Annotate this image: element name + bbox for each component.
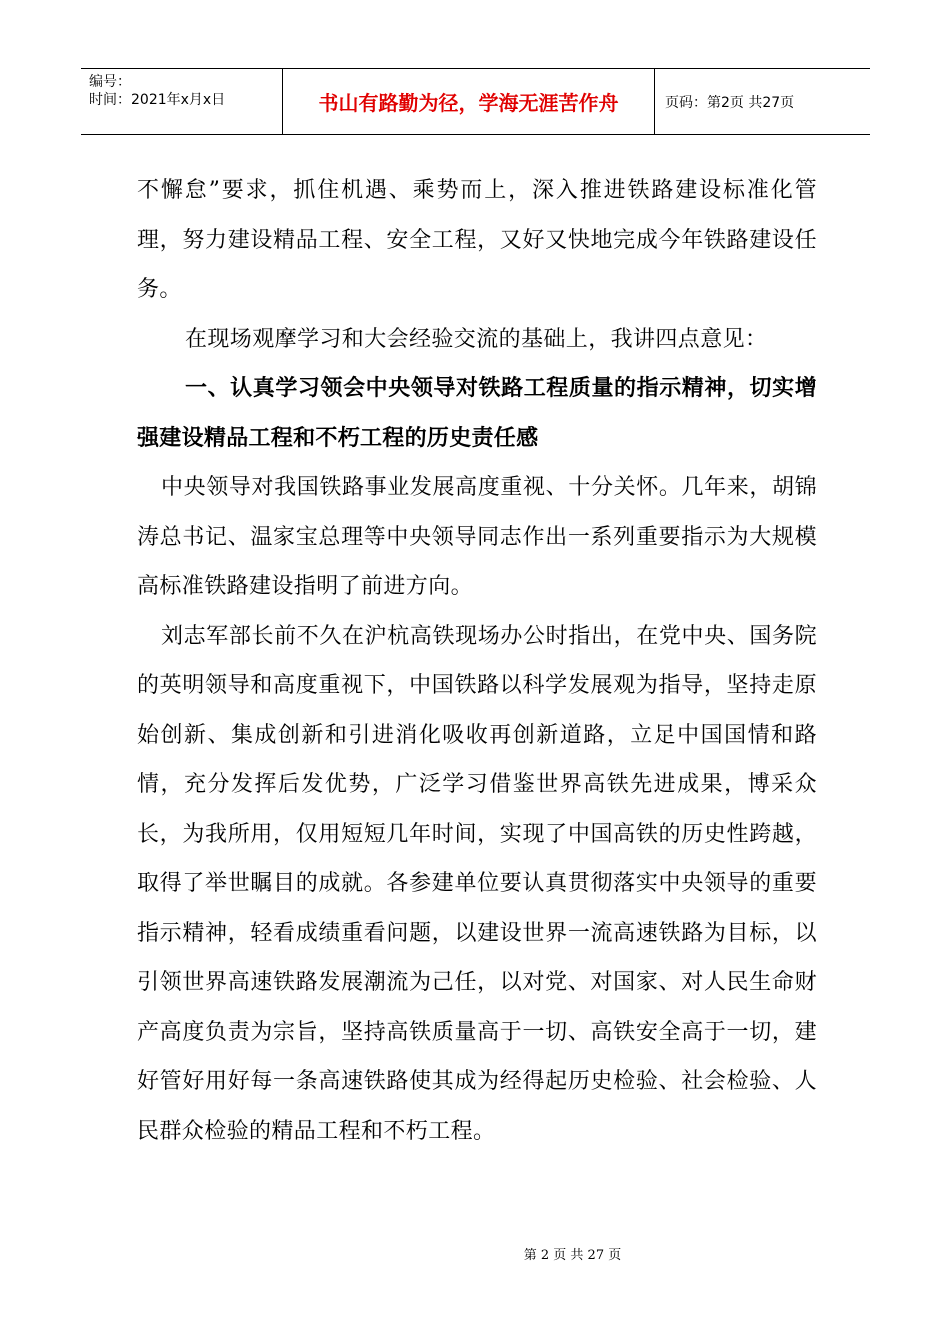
header-page-info: 页码：第2页 共27页 [665,94,795,111]
section-heading-1: 一、认真学习领会中央领导对铁路工程质量的指示精神，切实增强建设精品工程和不朽工程的历史责任感 [137,376,817,451]
paragraph-intro: 在现场观摩学习和大会经验交流的基础上，我讲四点意见： [185,326,768,352]
paragraph-central-leadership: 中央领导对我国铁路事业发展高度重视、十分关怀。几年来，胡锦涛总书记、温家宝总理等中央领导同志作出一系列重要指示为大规模高标准铁路建设指明了前进方向。 [137,475,817,599]
header-meta [81,69,283,134]
number-label: 编号： [89,74,131,90]
header-motto: 书山有路勤为径，学海无涯苦作舟 [283,69,655,134]
page-header [81,68,870,135]
footer-page-number: 第 2 页 共 27 页 [523,1248,622,1263]
paragraph-continuation: 不懈怠”要求，抓住机遇、乘势而上，深入推进铁路建设标准化管理，努力建设精品工程、安全工程，又好又快地完成今年铁路建设任务。 [137,178,817,302]
paragraph-minister-remarks: 刘志军部长前不久在沪杭高铁现场办公时指出，在党中央、国务院的英明领导和高度重视下，中国铁路以科学发展观为指导，坚持走原始创新、集成创新和引进消化吸收再创新道路，立足中国国情和路情，充分发挥后发优势，广泛学习借鉴世界高铁先进成果，博采众长，为我所用，仅用短短几年时间，实现了中国高铁的历史性跨越，取得了举世瞩目的成就。各参建单位要认真贯彻落实中央领导的重要指示精神，轻看成绩重看问题，以建设世界一流高速铁路为目标，以引领世界高速铁路发展潮流为己任，以对党、对国家、对人民生命财产高度负责为宗旨，坚持高铁质量高于一切、高铁安全高于一切，建好管好用好每一条高速铁路使其成为经得起历史检验、社会检验、人民群众检验的精品工程和不朽工程。 [137,623,817,1144]
page-footer [0,1244,950,1263]
time-label: 时间：2021年x月x日 [89,92,226,108]
document-body [137,166,817,1156]
